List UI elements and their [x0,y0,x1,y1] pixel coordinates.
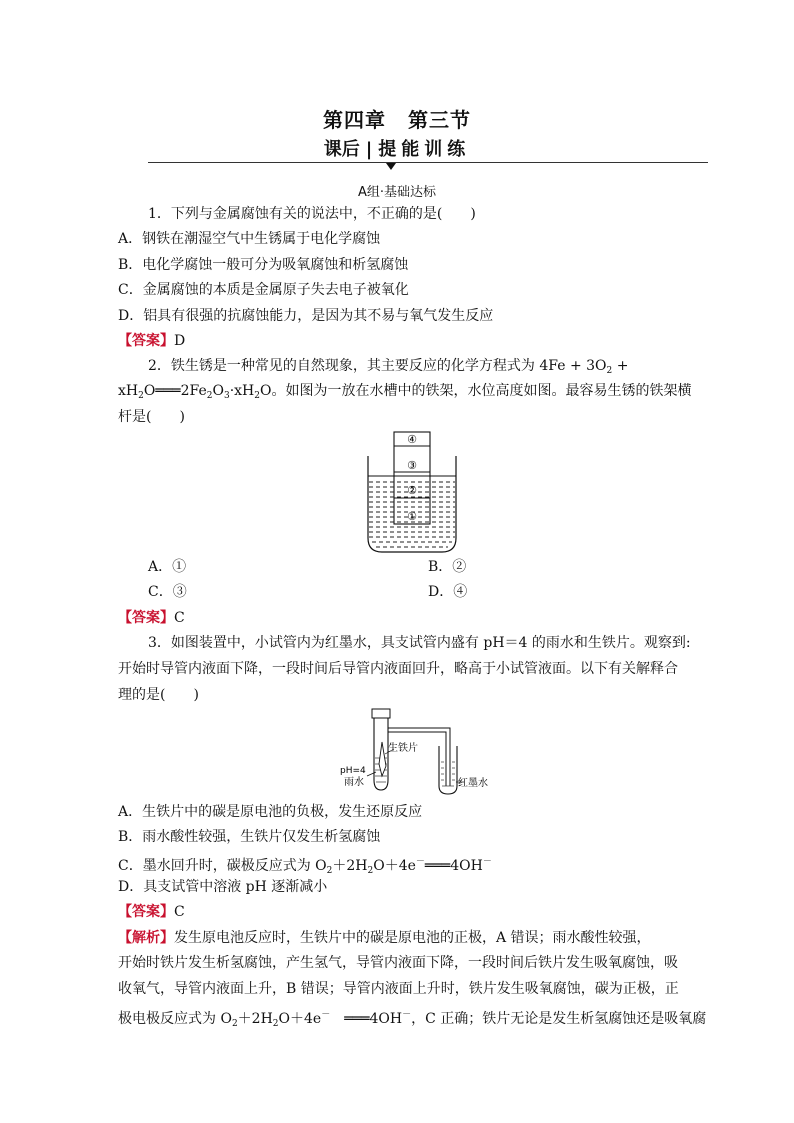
group-title: A组·基础达标 [357,185,437,200]
subscript: 2 [206,391,213,401]
q3-text: ＋2H [332,858,368,874]
subscript: 3 [223,391,230,401]
q3-stem-line3: 理的是( ) [118,687,199,703]
q1-option-a: A．钢铁在潮湿空气中生锈属于电化学腐蚀 [118,231,381,247]
test-tube-apparatus-figure [338,706,488,796]
label-ink: 红墨水 [458,778,488,789]
q2-option-b: B．② [428,559,467,575]
analysis-text: ═══4OH [330,1011,403,1027]
stopper [372,709,390,718]
q1-answer [118,332,185,350]
subscript: 2 [272,1019,279,1029]
answer-value: C [174,610,185,626]
answer-value: D [174,333,186,349]
label-2: ② [407,484,417,497]
q2-text: + [612,358,629,374]
water-trough-figure [364,430,460,556]
q3-text: ═══4OH [424,858,483,874]
q2-stem-line1 [148,357,628,380]
subscript: 2 [254,391,260,401]
q3-text: C．墨水回升时，碳极反应式为 O [118,858,327,874]
q2-text: O。如图为一放在水槽中的铁架，水位高度如图。最容易生锈的铁架横 [260,383,692,399]
label-3: ③ [407,459,417,472]
chapter-heading [0,104,794,133]
side-tube-outer [388,728,450,786]
subtitle-right: 提能训练 [378,139,471,160]
rain-leader [367,772,376,776]
iron-piece [379,742,386,776]
answer-tag: 【答案】 [118,610,174,626]
chapter-label: 第四章 [323,108,386,132]
label-1: ① [407,510,417,523]
q2-option-c: C．③ [148,584,187,600]
subscript: 2 [138,391,144,401]
small-test-tube [439,746,457,794]
analysis-text: ＋2H [237,1011,273,1027]
q1-option-c: C．金属腐蚀的本质是金属原子失去电子被氧化 [118,282,409,298]
side-tube-inner [388,732,446,786]
subscript: 2 [231,1019,238,1029]
q3-stem-line2: 开始时导管内液面下降，一段时间后导管内液面回升，略高于小试管液面。以下有关解释合 [118,661,678,677]
answer-value: C [174,904,185,920]
q1-option-d: D．铝具有很强的抗腐蚀能力，是因为其不易与氧气发生反应 [118,308,494,324]
section-label: 第三节 [408,108,471,132]
superscript: － [402,1010,412,1020]
q2-text: ·xH [229,383,255,399]
subtitle [0,135,794,161]
q3-text: O＋4e [373,858,416,874]
analysis-tag: 【解析】 [118,930,174,946]
superscript: － [321,1010,331,1020]
subtitle-left: 课后 [323,139,360,160]
analysis-text: O＋4e [278,1011,322,1027]
analysis-text: ，C 正确；铁片无论是发生析氢腐蚀还是吸氧腐 [411,1011,707,1027]
subscript: 2 [367,866,374,876]
q3-analysis-line1 [118,929,651,947]
answer-tag: 【答案】 [118,333,174,349]
subscript: 2 [606,366,613,376]
q3-option-a: A．生铁片中的碳是原电池的负极，发生还原反应 [118,804,423,820]
superscript: － [415,857,425,867]
q3-analysis-line3: 收氧气，导管内液面上升，B 错误；导管内液面上升时，铁片发生吸氧腐蚀，碳为正极，正 [118,981,679,997]
label-rain: 雨水 [344,777,364,788]
subtitle-separator: | [365,139,373,160]
q1-stem: 1．下列与金属腐蚀有关的说法中，不正确的是( ) [148,206,476,222]
q2-answer [118,609,185,627]
q2-stem-line2 [118,382,691,405]
q2-text: 2．铁生锈是一种常见的自然现象，其主要反应的化学方程式为 4Fe + 3O [148,358,607,374]
q1-option-b: B．电化学腐蚀一般可分为吸氧腐蚀和析氢腐蚀 [118,257,409,273]
label-4: ④ [407,433,417,446]
q2-option-d: D．④ [428,584,468,600]
label-iron: 生铁片 [388,743,418,754]
label-ph: pH=4 [340,766,366,776]
q2-text: xH [118,383,139,399]
q3-analysis-line2: 开始时铁片发生析氢腐蚀，产生氢气，导管内液面下降，一段时间后铁片发生吸氧腐蚀，吸 [118,955,678,971]
header-rule [148,162,708,163]
q3-analysis-line4 [118,1006,706,1033]
q3-option-d: D．具支试管中溶液 pH 逐渐减小 [118,879,328,895]
subscript: 2 [326,866,333,876]
q2-option-a: A．① [148,559,187,575]
ink-hatching [441,762,455,786]
q2-text: O [212,383,224,399]
answer-tag: 【答案】 [118,904,174,920]
q3-stem-line1: 3．如图装置中，小试管内为红墨水，具支试管内盛有 pH＝4 的雨水和生铁片。观察到: [148,635,691,651]
analysis-text: 发生原电池反应时，生铁片中的碳是原电池的正极，A 错误；雨水酸性较强， [174,930,651,946]
q2-text: O═══2Fe [143,383,207,399]
q3-option-c [118,853,492,880]
superscript: － [482,857,492,867]
q3-option-b: B．雨水酸性较强，生铁片仅发生析氢腐蚀 [118,829,381,845]
q3-answer [118,903,185,921]
analysis-text: 极电极反应式为 O [118,1011,232,1027]
triangle-marker-icon [386,163,396,170]
q2-stem-line3: 杆是( ) [118,409,185,425]
